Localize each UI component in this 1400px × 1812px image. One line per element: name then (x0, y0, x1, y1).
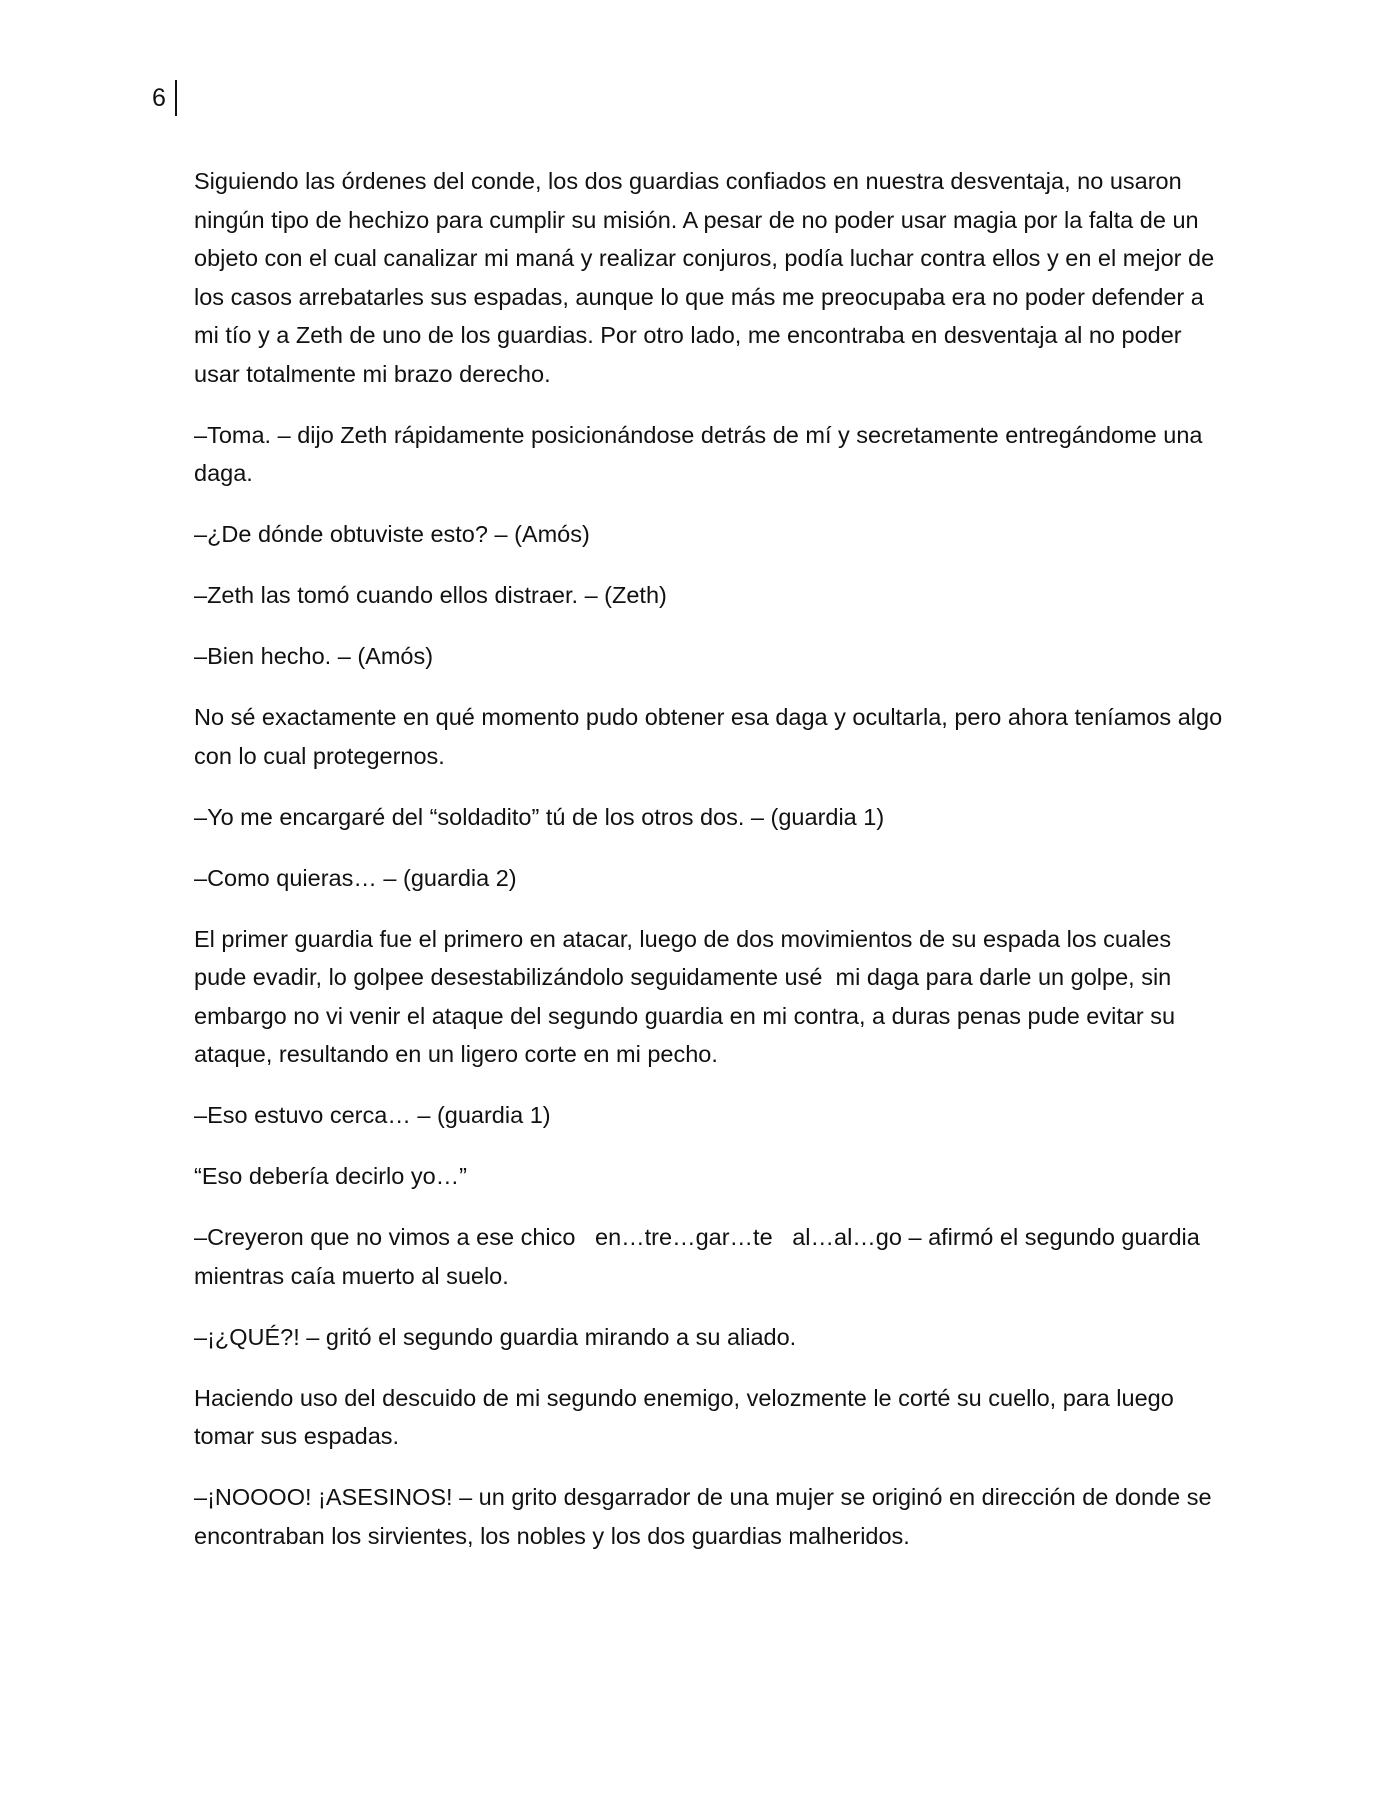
paragraph: –Yo me encargaré del “soldadito” tú de los otros dos. – (guardia 1) (194, 803, 885, 830)
paragraph: Haciendo uso del descuido de mi segundo enemigo, velozmente le corté su cuello, para luego tomar sus espadas. (194, 1384, 1181, 1449)
paragraph: –¿De dónde obtuviste esto? – (Amós) (194, 521, 590, 547)
paragraph: –Eso estuvo cerca… – (guardia 1) (194, 1102, 551, 1128)
header-divider (175, 80, 177, 116)
paragraph: “Eso debería decirlo yo…” (194, 1163, 467, 1189)
paragraph: Siguiendo las órdenes del conde, los dos guardias confiados en nuestra desventaja, no usaron ningún tipo de hechizo para cumplir su misión. A pesar de no poder usar magia por la falta de un objeto con el cual canalizar mi maná y realizar conjuros, podía luchar contra ellos y en el mejor de los casos arrebatarles sus espadas, aunque lo que más me preocupaba era no poder defender a mi tío y a Zeth de uno de los guardias. Por otro lado, me encontraba en desventaja al no poder usar totalmente mi brazo derecho. (194, 168, 1221, 387)
paragraph: –¡NOOOO! ¡ASESINOS! – un grito desgarrador de una mujer se originó en dirección de donde se encontraban los sirvientes, los nobles y los dos guardias malheridos. (194, 1484, 1219, 1549)
paragraph: –¡¿QUÉ?! – gritó el segundo guardia mirando a su aliado. (194, 1323, 797, 1350)
paragraph: –Bien hecho. – (Amós) (194, 643, 434, 669)
page-body (194, 162, 1229, 1578)
page-number: 6 (152, 84, 166, 112)
paragraph: –Como quieras… – (guardia 2) (194, 864, 517, 891)
paragraph: No sé exactamente en qué momento pudo obtener esa daga y ocultarla, pero ahora teníamos algo con lo cual protegernos. (194, 704, 1229, 769)
paragraph: –Zeth las tomó cuando ellos distraer. – (Zeth) (194, 582, 667, 608)
paragraph: –Toma. – dijo Zeth rápidamente posicionándose detrás de mí y secretamente entregándome una daga. (194, 421, 1210, 486)
paragraph: El primer guardia fue el primero en atacar, luego de dos movimientos de su espada los cuales pude evadir, lo golpee desestabilizándolo seguidamente usé mi daga para darle un golpe, sin embargo no vi venir el ataque del segundo guardia en mi contra, a duras penas pude evitar su ataque, resultando en un ligero corte en mi pecho. (194, 925, 1182, 1067)
page-header (152, 80, 177, 116)
paragraph: –Creyeron que no vimos a ese chico en…tre…gar…te al…al…go – afirmó el segundo guardia mientras caía muerto al suelo. (194, 1224, 1207, 1289)
